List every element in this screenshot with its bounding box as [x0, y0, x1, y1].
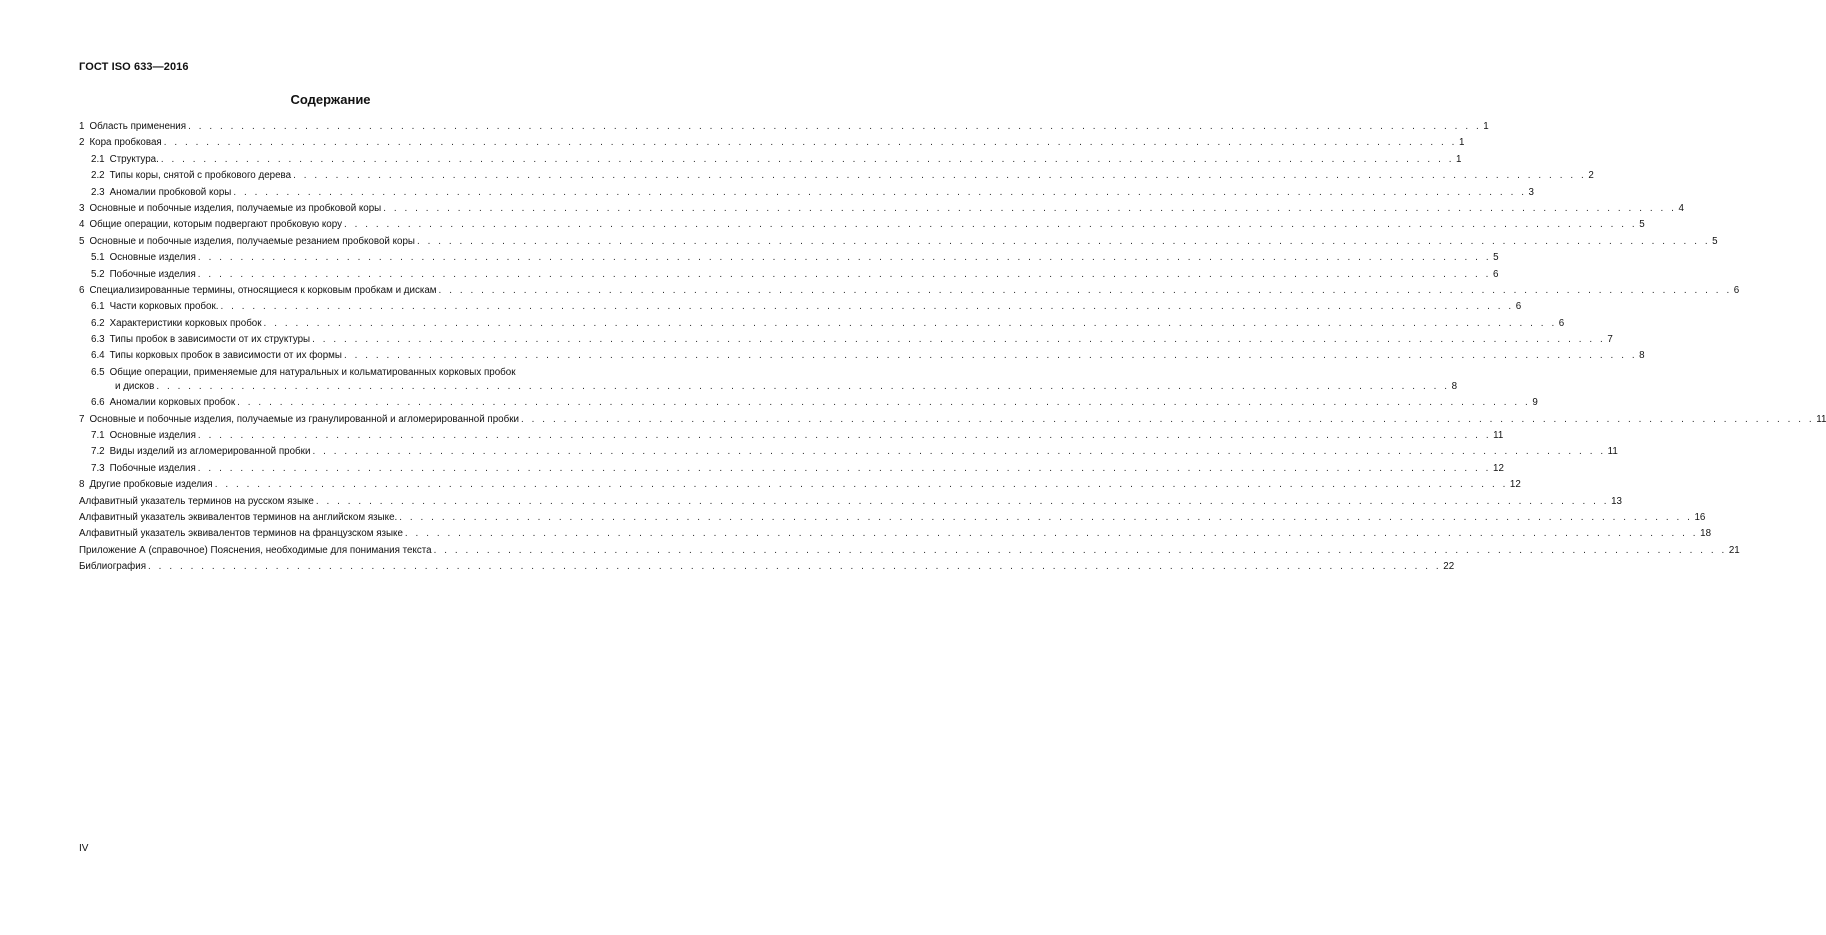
- toc-entry[interactable]: [79, 543, 1740, 559]
- toc-entry-label: Виды изделий из агломерированной пробки: [109, 446, 311, 458]
- toc-entry-label: Основные изделия: [109, 252, 196, 264]
- toc-entry-page: 5: [1493, 252, 1499, 264]
- toc-entry-number: 6.4: [91, 350, 105, 362]
- toc-entry-page: 22: [1443, 561, 1455, 573]
- page-number: IV: [79, 843, 89, 854]
- toc-leader-dots: [399, 510, 1692, 526]
- toc-leader-dots: [383, 201, 1676, 217]
- toc-entry[interactable]: [79, 283, 1740, 299]
- toc-entry-label: Структура.: [109, 153, 159, 165]
- toc-entry-label: Основные и побочные изделия, получаемые из гранулированной и агломерированной пробки: [89, 413, 520, 425]
- toc-leader-dots: [344, 348, 1637, 364]
- toc-entry-label: Типы корковых пробок в зависимости от их формы: [109, 350, 342, 362]
- toc-entry-page: 1: [1483, 121, 1489, 132]
- toc-entry[interactable]: [79, 395, 1538, 411]
- toc-entry-label: Характеристики корковых пробок: [109, 317, 262, 329]
- toc-entry-number: 8: [79, 479, 85, 491]
- toc-entry[interactable]: [79, 348, 1645, 364]
- toc-entry-page: 7: [1607, 334, 1613, 346]
- toc-entry-label: Аномалии корковых пробок: [109, 397, 236, 409]
- toc-entry-number: 7.3: [91, 462, 105, 474]
- toc-entry[interactable]: [79, 332, 1613, 348]
- toc-leader-dots: [198, 267, 1491, 283]
- toc-leader-dots: [198, 428, 1491, 444]
- toc-leader-dots: [405, 526, 1698, 542]
- toc-entry-number: 6.2: [91, 317, 105, 329]
- toc-entry-number: 7.1: [91, 430, 105, 442]
- toc-entry-number: 2: [79, 137, 85, 149]
- toc-entry-page: 11: [1816, 413, 1826, 425]
- toc-entry-label: Основные и побочные изделия, получаемые резанием пробковой коры: [89, 235, 415, 247]
- toc-entry[interactable]: [79, 185, 1534, 201]
- toc-entry[interactable]: [79, 250, 1499, 266]
- toc-entry-number: 2.1: [91, 153, 105, 165]
- toc-entry-label: Основные и побочные изделия, получаемые из пробковой коры: [89, 202, 382, 214]
- toc-entry-label: Алфавитный указатель терминов на русском языке: [79, 495, 314, 507]
- toc-entry[interactable]: [79, 267, 1499, 283]
- toc-leader-dots: [198, 461, 1491, 477]
- toc-entry-number: 5.2: [91, 268, 105, 280]
- toc-entry-label: Алфавитный указатель эквивалентов терминов на французском языке: [79, 528, 403, 540]
- toc-entry-label: Кора пробковая: [89, 137, 162, 149]
- toc-entry-page: 1: [1456, 153, 1462, 165]
- toc-entry-label: Части корковых пробок.: [109, 301, 219, 313]
- toc-leader-dots: [439, 283, 1732, 299]
- toc-entry[interactable]: [79, 428, 1504, 444]
- toc-entry[interactable]: [79, 201, 1684, 217]
- toc-entry[interactable]: [79, 477, 1521, 493]
- toc-entry-number: 1: [79, 121, 85, 132]
- toc-entry-page: 8: [1639, 350, 1645, 362]
- toc-leader-dots: [233, 185, 1526, 201]
- toc-leader-dots: [417, 234, 1710, 250]
- toc-entry-label: Приложение А (справочное) Пояснения, необходимые для понимания текста: [79, 544, 432, 556]
- toc-entry[interactable]: [79, 119, 1489, 135]
- toc-leader-dots: [215, 477, 1508, 493]
- toc-entry-page: 9: [1532, 397, 1538, 409]
- toc-leader-dots: [161, 152, 1454, 168]
- toc-leader-dots: [293, 168, 1586, 184]
- toc-leader-dots: [220, 299, 1513, 315]
- toc-entry[interactable]: [79, 494, 1622, 510]
- toc-leader-dots: [344, 217, 1637, 233]
- toc-entry[interactable]: [79, 316, 1565, 332]
- toc-entry-page: 11: [1493, 430, 1504, 442]
- toc-leader-dots: [312, 444, 1605, 460]
- toc-entry-number: 2.3: [91, 186, 105, 198]
- toc-entry-label: Аномалии пробковой коры: [109, 186, 232, 198]
- toc-entry-page: 12: [1509, 479, 1521, 491]
- toc-entry-page: 6: [1515, 301, 1522, 313]
- toc-entry[interactable]: [79, 510, 1706, 526]
- toc-leader-dots: [164, 135, 1457, 151]
- toc-entry[interactable]: [79, 217, 1645, 233]
- toc-entry[interactable]: [79, 234, 1718, 250]
- toc-entry[interactable]: [79, 444, 1618, 460]
- toc-leader-dots: [434, 543, 1727, 559]
- toc-entry-page: 1: [1458, 137, 1465, 149]
- toc-entry-number: 2.2: [91, 170, 105, 182]
- toc-entry-page: 2: [1588, 170, 1594, 182]
- toc-leader-dots: [521, 412, 1814, 428]
- toc-entry-number: 6.5: [91, 366, 105, 378]
- toc-entry-label: Библиография: [79, 561, 147, 573]
- toc-leader-dots: [198, 250, 1491, 266]
- toc-entry-number: 3: [79, 202, 85, 214]
- document-header: ГОСТ ISO 633—2016: [79, 61, 189, 73]
- toc-entry-number: 5: [79, 235, 85, 247]
- toc-leader-dots: [237, 395, 1530, 411]
- table-of-contents: [79, 119, 1826, 576]
- toc-leader-dots: [148, 559, 1441, 575]
- toc-entry[interactable]: [79, 412, 1826, 428]
- toc-entry-number: 5.1: [91, 252, 105, 264]
- toc-entry-page: 6: [1493, 268, 1499, 280]
- toc-entry-page: 13: [1611, 495, 1622, 507]
- toc-entry-page: 12: [1493, 462, 1504, 474]
- toc-entry-page: 4: [1678, 202, 1684, 214]
- toc-entry[interactable]: [79, 299, 1522, 315]
- toc-entry-page: 8: [1451, 380, 1458, 392]
- toc-entry-number: 6.3: [91, 334, 105, 346]
- toc-entry[interactable]: [79, 135, 1465, 151]
- toc-entry-number: 7.2: [91, 446, 105, 458]
- toc-entry-label: Побочные изделия: [109, 462, 196, 474]
- toc-entry[interactable]: [79, 461, 1504, 477]
- toc-entry[interactable]: [79, 152, 1462, 168]
- toc-entry-number: 6.1: [91, 301, 105, 313]
- toc-leader-dots: [188, 119, 1481, 135]
- toc-leader-dots: [312, 332, 1605, 348]
- toc-entry-label: Типы пробок в зависимости от их структуры: [109, 334, 311, 346]
- toc-entry-label: Общие операции, которым подвергают пробковую кору: [89, 219, 342, 231]
- toc-leader-dots: [264, 316, 1557, 332]
- toc-leader-dots: [316, 494, 1609, 510]
- toc-entry[interactable]: [79, 526, 1712, 542]
- toc-entry-label: Специализированные термины, относящиеся к корковым пробкам и дискам: [89, 284, 437, 296]
- toc-entry-number: 4: [79, 219, 85, 231]
- toc-entry-number: 6: [79, 284, 85, 296]
- toc-entry-label: Основные изделия: [109, 430, 196, 442]
- toc-entry-page: 5: [1639, 219, 1645, 231]
- toc-entry[interactable]: [79, 559, 1455, 575]
- toc-entry-page: 21: [1728, 544, 1740, 556]
- toc-entry-label: Побочные изделия: [109, 268, 196, 280]
- toc-entry-number: 7: [79, 413, 85, 425]
- toc-title: Содержание: [290, 92, 371, 107]
- toc-leader-dots: [156, 379, 1449, 395]
- toc-entry-page: 18: [1700, 528, 1712, 540]
- toc-entry-page: 6: [1558, 317, 1565, 329]
- toc-entry-label: Типы коры, снятой с пробкового дерева: [109, 170, 292, 182]
- toc-entry-label: Алфавитный указатель эквивалентов терминов на английском языке.: [79, 511, 398, 523]
- toc-entry-page: 11: [1607, 446, 1618, 458]
- toc-entry-number: 6.6: [91, 397, 105, 409]
- toc-entry-label: Общие операции, применяемые для натуральных и кольматированных корковых пробок: [109, 366, 516, 378]
- toc-entry-page: 3: [1528, 186, 1534, 198]
- toc-entry-label: Другие пробковые изделия: [89, 479, 213, 491]
- toc-entry[interactable]: [79, 365, 1458, 395]
- toc-entry-label-continuation: и дисков: [115, 380, 155, 392]
- toc-entry-page: 5: [1712, 235, 1718, 247]
- toc-entry[interactable]: [79, 168, 1594, 184]
- toc-entry-page: 16: [1694, 511, 1706, 523]
- toc-entry-label: Область применения: [89, 121, 187, 132]
- toc-entry-page: 6: [1733, 284, 1740, 296]
